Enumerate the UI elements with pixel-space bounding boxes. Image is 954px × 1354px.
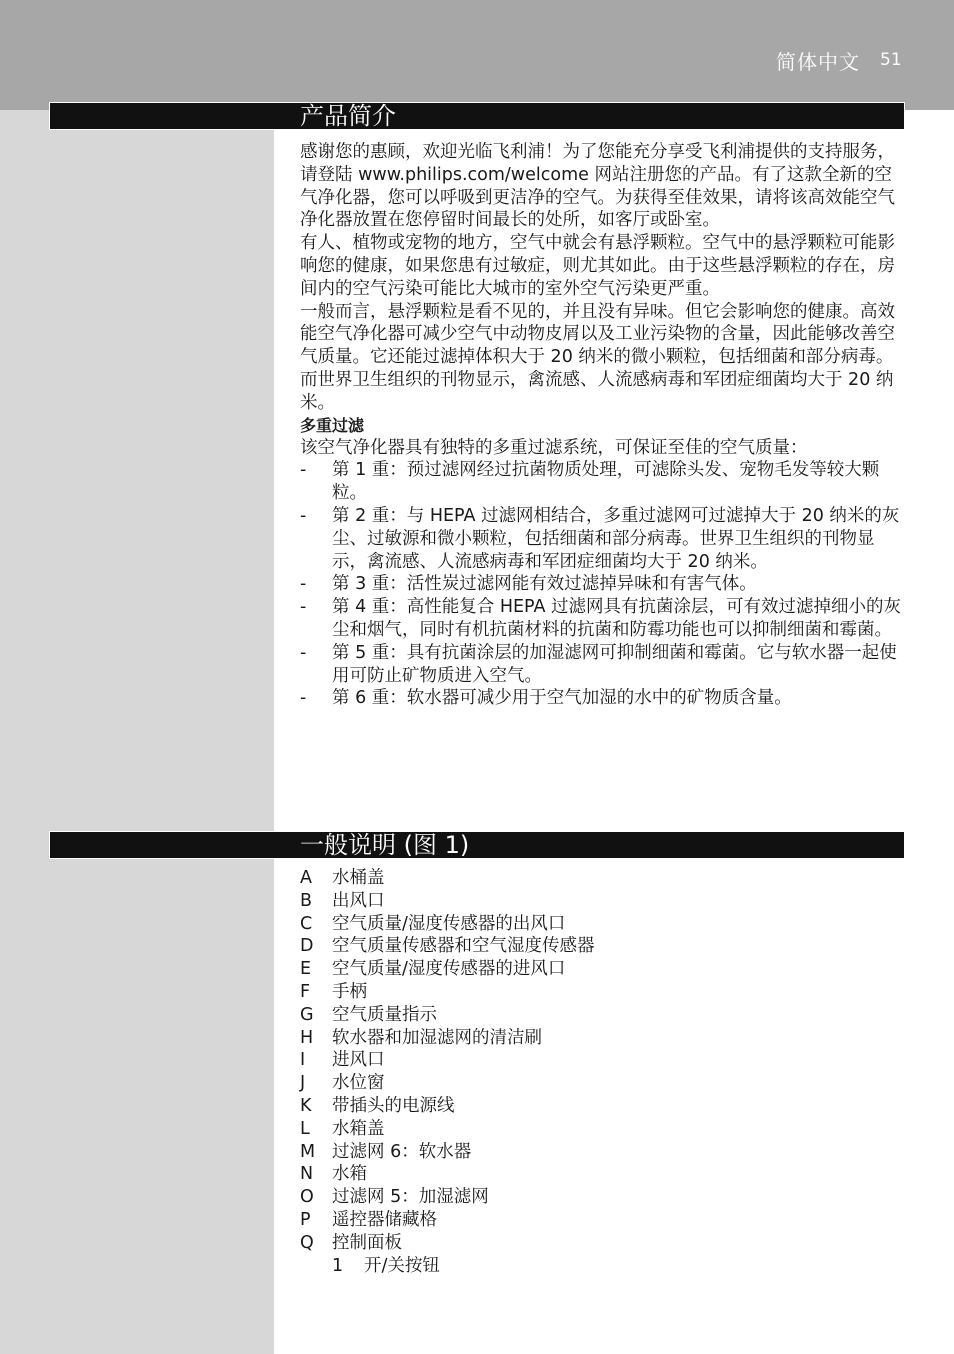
- section-title-intro: 产品简介: [300, 102, 396, 130]
- part-letter: E: [300, 959, 312, 980]
- part-letter: C: [300, 913, 313, 934]
- dash-bullet: -: [300, 505, 307, 526]
- dash-bullet: -: [300, 597, 307, 618]
- part-letter: M: [300, 1141, 316, 1162]
- intro-paragraph: 一般而言，悬浮颗粒是看不见的，并且没有异味。但它会影响您的健康。高效能空气净化器可减少空气中动物皮屑以及工业污染物的含量，因此能够改善空气质量。它还能过滤掉体积大于 20 纳米的微小颗粒，包括细菌和部分病毒。而世界卫生组织的刊物显示，禽流感、人流感病毒和军团症细菌均大于 20 纳米。: [300, 301, 895, 413]
- part-label: 空气质量指示: [332, 1004, 437, 1025]
- list-item: [300, 1141, 900, 1164]
- filter-list: [300, 459, 908, 710]
- list-item: [300, 1209, 900, 1232]
- list-item: [300, 642, 908, 688]
- part-label: 水桶盖: [332, 868, 385, 888]
- list-item: [300, 573, 908, 596]
- part-label: 出风口: [332, 890, 385, 911]
- part-label: 过滤网 5：加湿滤网: [332, 1187, 489, 1208]
- part-letter: J: [300, 1073, 306, 1094]
- page-number: 51: [880, 50, 902, 70]
- dash-bullet: -: [300, 688, 307, 709]
- part-letter: D: [300, 936, 314, 957]
- part-label: 软水器和加湿滤网的清洁刷: [332, 1027, 542, 1048]
- list-item: [300, 1049, 900, 1072]
- filter-text: 第 1 重：预过滤网经过抗菌物质处理，可滤除头发、宠物毛发等较大颗粒。: [332, 460, 880, 504]
- part-label: 空气质量/湿度传感器的出风口: [332, 913, 566, 934]
- filter-text: 第 5 重：具有抗菌涂层的加湿滤网可抑制细菌和霉菌。它与软水器一起使用可防止矿物质进入空气。: [332, 642, 897, 686]
- filter-intro: 该空气净化器具有独特的多重过滤系统，可保证至佳的空气质量：: [300, 437, 808, 458]
- section-bar-general: [49, 831, 905, 859]
- intro-paragraph: 感谢您的惠顾，欢迎光临飞利浦！为了您能充分享受飞利浦提供的支持服务，请登陆 www.philips.com/welcome 网站注册您的产品。有了这款全新的空气净化器，您可以呼吸到更洁净的空气。为获得至佳效果，请将该高效能空气净化器放置在您停留时间最长的处所，如客厅或卧室。: [300, 142, 895, 231]
- list-item: [300, 958, 900, 981]
- dash-bullet: -: [300, 642, 307, 663]
- list-item: [300, 890, 900, 913]
- part-letter: L: [300, 1118, 310, 1139]
- list-item: [300, 1118, 900, 1141]
- list-item: [300, 935, 900, 958]
- part-letter: B: [300, 890, 313, 911]
- list-item: [300, 981, 900, 1004]
- filter-text: 第 6 重：软水器可减少用于空气加湿的水中的矿物质含量。: [332, 688, 792, 709]
- language-label: 简体中文: [776, 50, 860, 74]
- list-item: [300, 1255, 900, 1278]
- list-item: [300, 913, 900, 936]
- part-label: 空气质量传感器和空气湿度传感器: [332, 936, 595, 957]
- left-margin-band: [0, 110, 274, 1354]
- list-item: [300, 1095, 900, 1118]
- dash-bullet: -: [300, 460, 307, 481]
- intro-body: [300, 141, 908, 710]
- part-label: 手柄: [332, 981, 367, 1002]
- part-letter: A: [300, 868, 312, 888]
- section-title-general: 一般说明 (图 1): [300, 831, 470, 859]
- list-item: [300, 1163, 900, 1186]
- part-letter: Q: [300, 1232, 314, 1253]
- part-letter: P: [300, 1209, 311, 1230]
- part-letter: I: [300, 1050, 306, 1071]
- part-letter: H: [300, 1027, 314, 1048]
- part-label: 过滤网 6：软水器: [332, 1141, 472, 1162]
- part-letter: K: [300, 1095, 312, 1116]
- filter-text: 第 2 重：与 HEPA 过滤网相结合，多重过滤网可过滤掉大于 20 纳米的灰尘、过敏源和微小颗粒，包括细菌和部分病毒。世界卫生组织的刊物显示，禽流感、人流感病毒和军团症细菌均大于 20 纳米。: [332, 505, 900, 572]
- list-item: [300, 1232, 900, 1255]
- list-item: [300, 1027, 900, 1050]
- part-label: 遥控器储藏格: [332, 1209, 437, 1230]
- part-label: 空气质量/湿度传感器的进风口: [332, 959, 566, 980]
- part-label: 进风口: [332, 1050, 385, 1071]
- part-label: 水位窗: [332, 1073, 385, 1094]
- list-item: [300, 1072, 900, 1095]
- part-label: 水箱: [332, 1164, 367, 1185]
- list-item: [300, 505, 908, 573]
- dash-bullet: -: [300, 574, 307, 595]
- part-label: 控制面板: [332, 1232, 402, 1253]
- subpart-label: 开/关按钮: [364, 1255, 440, 1276]
- list-item: [300, 459, 908, 505]
- list-item: [300, 1186, 900, 1209]
- subpart-number: 1: [332, 1255, 344, 1276]
- list-item: [300, 867, 900, 890]
- section-bar-intro: [49, 102, 905, 130]
- part-letter: O: [300, 1187, 314, 1208]
- part-letter: G: [300, 1004, 314, 1025]
- filter-heading: 多重过滤: [300, 415, 365, 435]
- part-label: 水箱盖: [332, 1118, 385, 1139]
- parts-list: [300, 867, 900, 1277]
- list-item: [300, 1004, 900, 1027]
- filter-text: 第 4 重：高性能复合 HEPA 过滤网具有抗菌涂层，可有效过滤掉细小的灰尘和烟气，同时有机抗菌材料的抗菌和防霉功能也可以抑制细菌和霉菌。: [332, 597, 902, 640]
- list-item: [300, 596, 908, 642]
- filter-text: 第 3 重：活性炭过滤网能有效过滤掉异味和有害气体。: [332, 574, 757, 595]
- intro-paragraph: 有人、植物或宠物的地方，空气中就会有悬浮颗粒。空气中的悬浮颗粒可能影响您的健康，如果您患有过敏症，则尤其如此。由于这些悬浮颗粒的存在，房间内的空气污染可能比大城市的室外空气污染更严重。: [300, 233, 895, 299]
- list-item: [300, 687, 908, 710]
- part-letter: N: [300, 1164, 314, 1185]
- part-letter: F: [300, 981, 311, 1002]
- part-label: 带插头的电源线: [332, 1095, 455, 1116]
